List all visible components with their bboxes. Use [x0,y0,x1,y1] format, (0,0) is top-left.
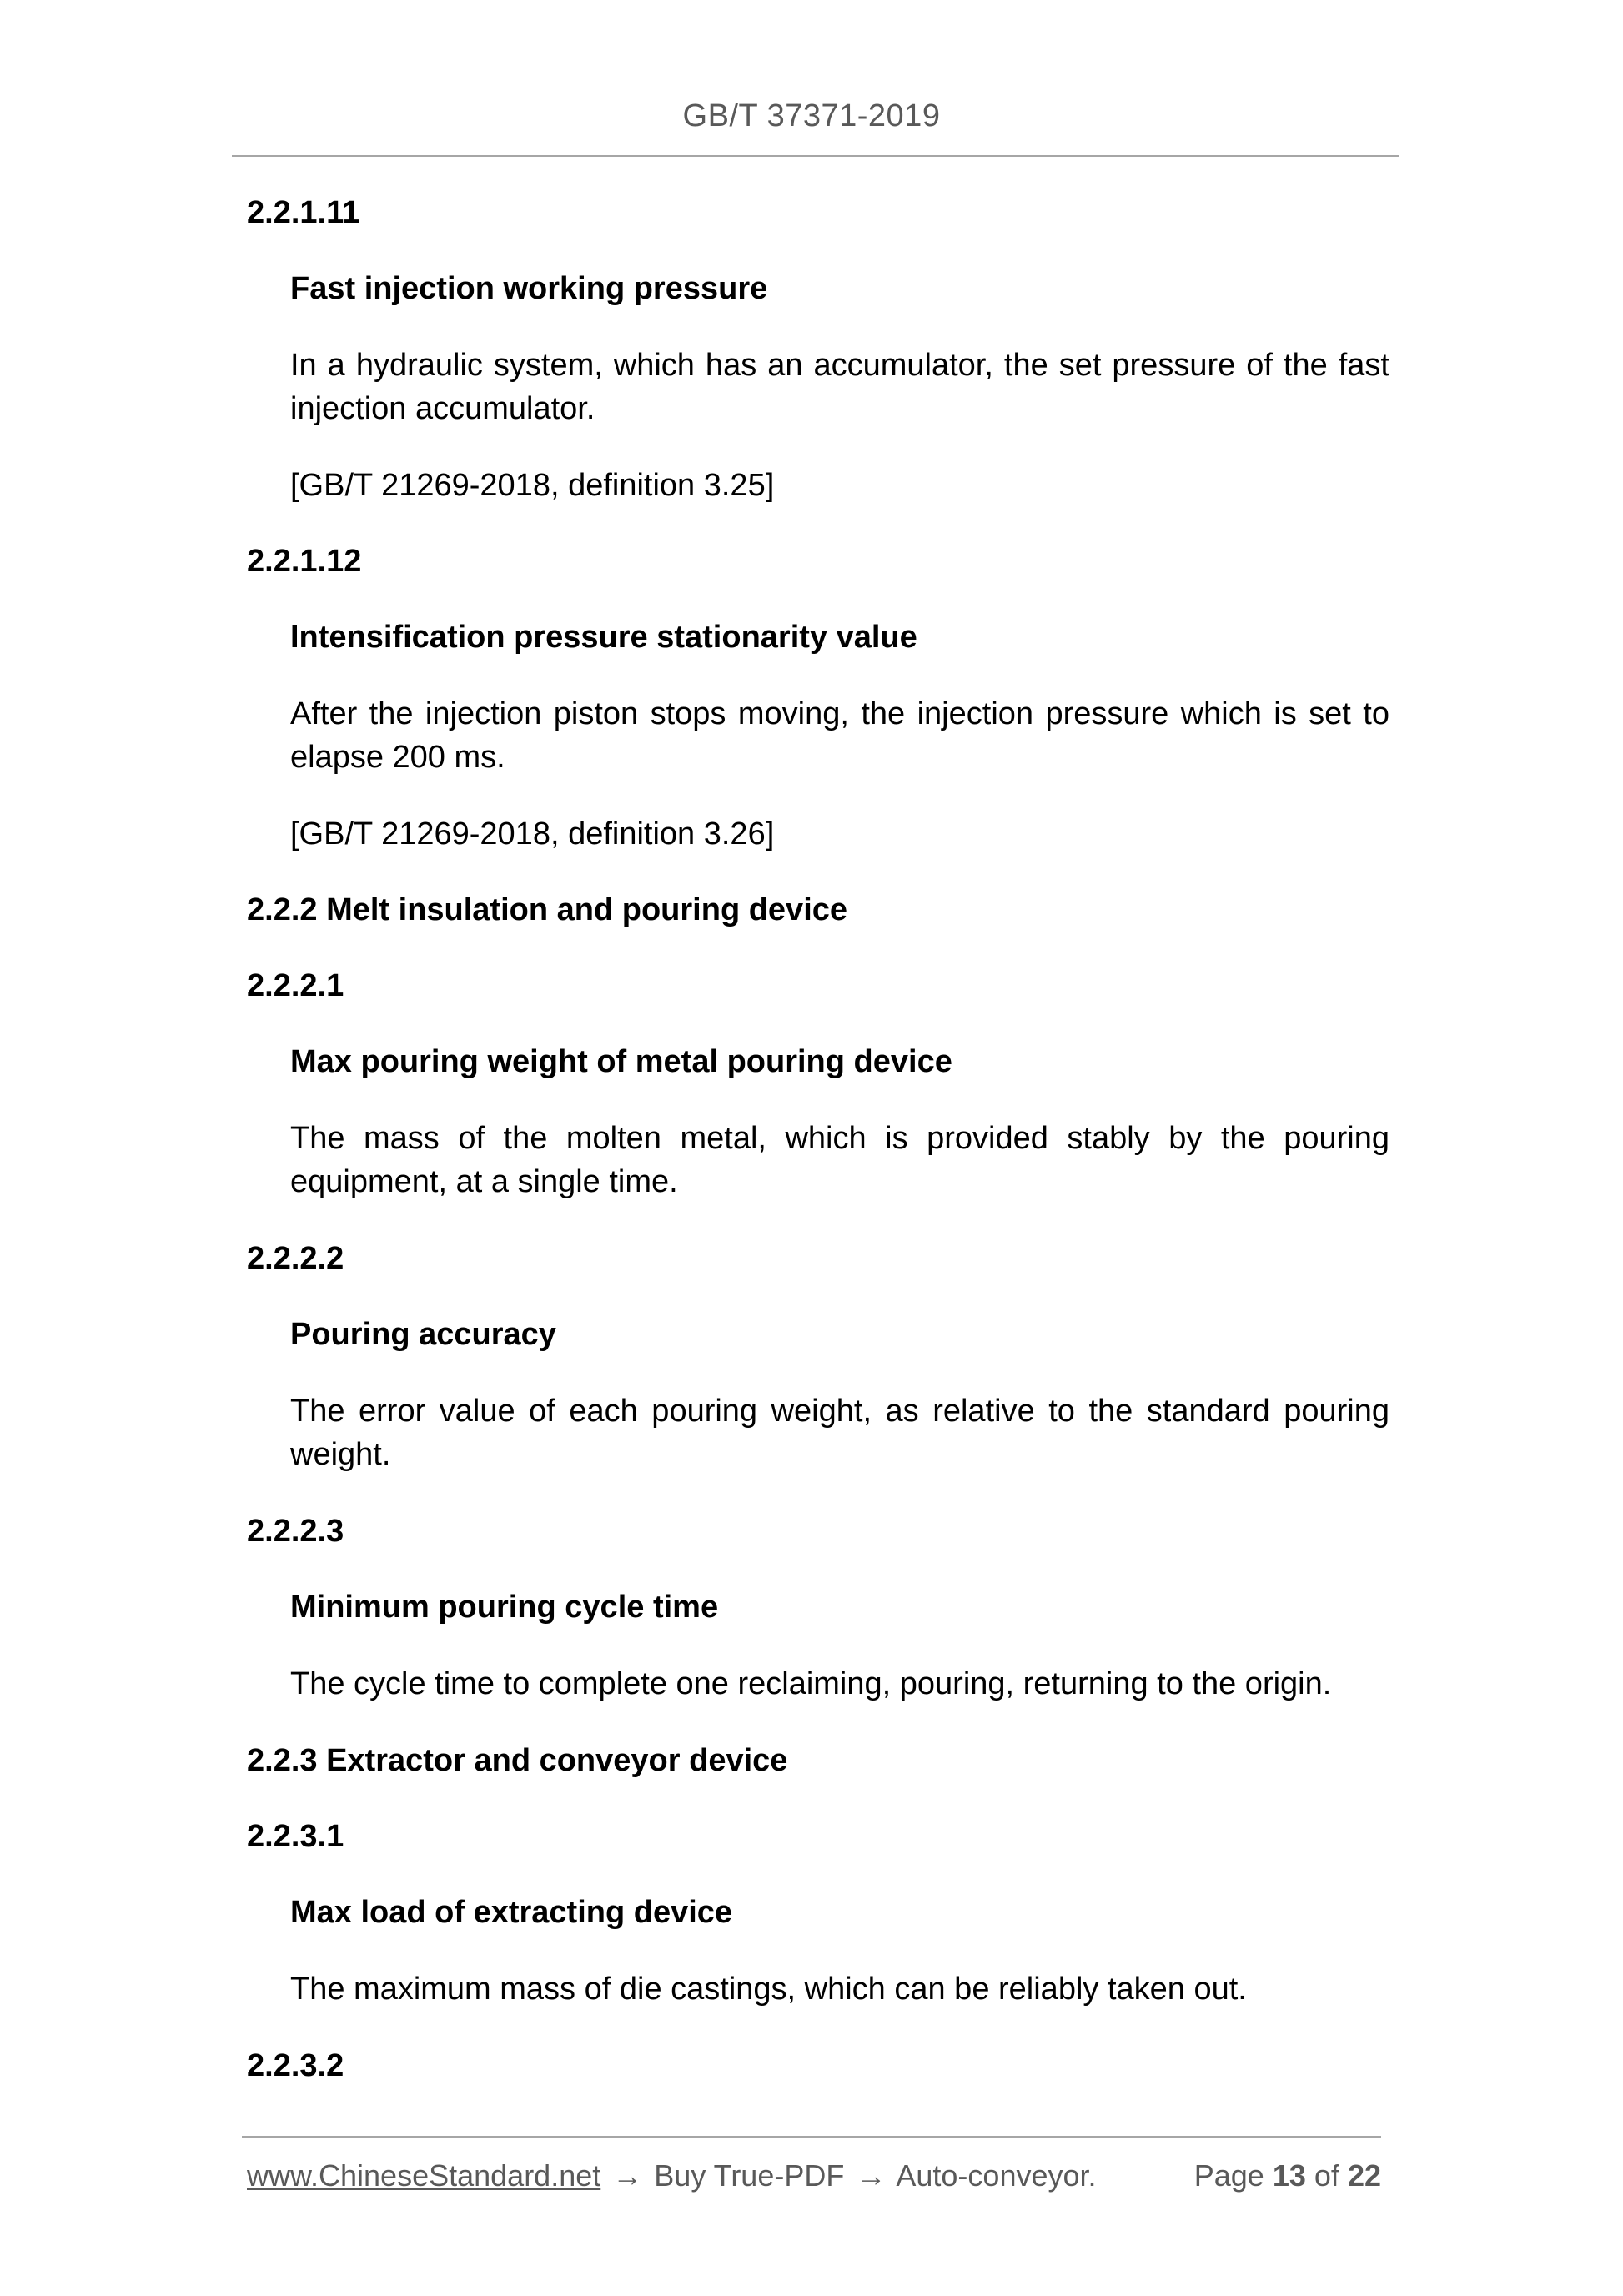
page-footer [247,2158,1381,2193]
term-definition: The mass of the molten metal, which is provided stably by the pouring equipment, at a single time. [290,1121,1389,1199]
product-link[interactable]: Auto-conveyor. [896,2158,1097,2193]
definition-source: [GB/T 21269-2018, definition 3.26] [290,816,775,852]
arrow-right-icon: → [856,2158,887,2193]
term-title: Intensification pressure stationarity value [290,620,917,655]
document-body [247,192,1389,2121]
term-title: Pouring accuracy [290,1317,556,1352]
term-title: Max pouring weight of metal pouring device [290,1044,952,1079]
clause-number: 2.2.3.1 [247,1819,344,1854]
term-definition: In a hydraulic system, which has an accumulator, the set pressure of the fast injection accumulator. [290,348,1389,426]
term-definition: The error value of each pouring weight, as relative to the standard pouring weight. [290,1394,1389,1472]
clause-number: 2.2.1.11 [247,195,360,230]
of-label: of [1314,2158,1339,2193]
term-definition: The maximum mass of die castings, which can be reliably taken out. [290,1972,1247,2007]
section-heading: 2.2.2 Melt insulation and pouring device [247,892,848,927]
arrow-right-icon: → [612,2158,643,2193]
clause-number: 2.2.2.3 [247,1514,344,1549]
buy-true-pdf-link[interactable]: Buy True-PDF [654,2158,845,2193]
clause-number: 2.2.2.2 [247,1241,344,1276]
clause-number: 2.2.1.12 [247,544,362,579]
term-title: Minimum pouring cycle time [290,1590,719,1625]
definition-source: [GB/T 21269-2018, definition 3.25] [290,468,775,503]
website-link[interactable]: www.ChineseStandard.net [247,2158,601,2193]
term-definition: The cycle time to complete one reclaiming, pouring, returning to the origin. [290,1666,1332,1701]
term-definition: After the injection piston stops moving, the injection pressure which is set to elapse 200 ms. [290,696,1389,775]
section-heading: 2.2.3 Extractor and conveyor device [247,1743,788,1778]
clause-number: 2.2.3.2 [247,2048,344,2083]
term-title: Fast injection working pressure [290,271,768,306]
clause-number: 2.2.2.1 [247,968,344,1003]
page-indicator [1194,2158,1381,2193]
document-header-title: GB/T 37371-2019 [682,98,941,133]
term-title: Max load of extracting device [290,1895,733,1930]
page-label: Page [1193,2158,1264,2193]
header-divider [232,155,1399,157]
page-total-number: 22 [1347,2158,1381,2193]
page-current-number: 13 [1272,2158,1306,2193]
footer-divider [242,2136,1381,2138]
